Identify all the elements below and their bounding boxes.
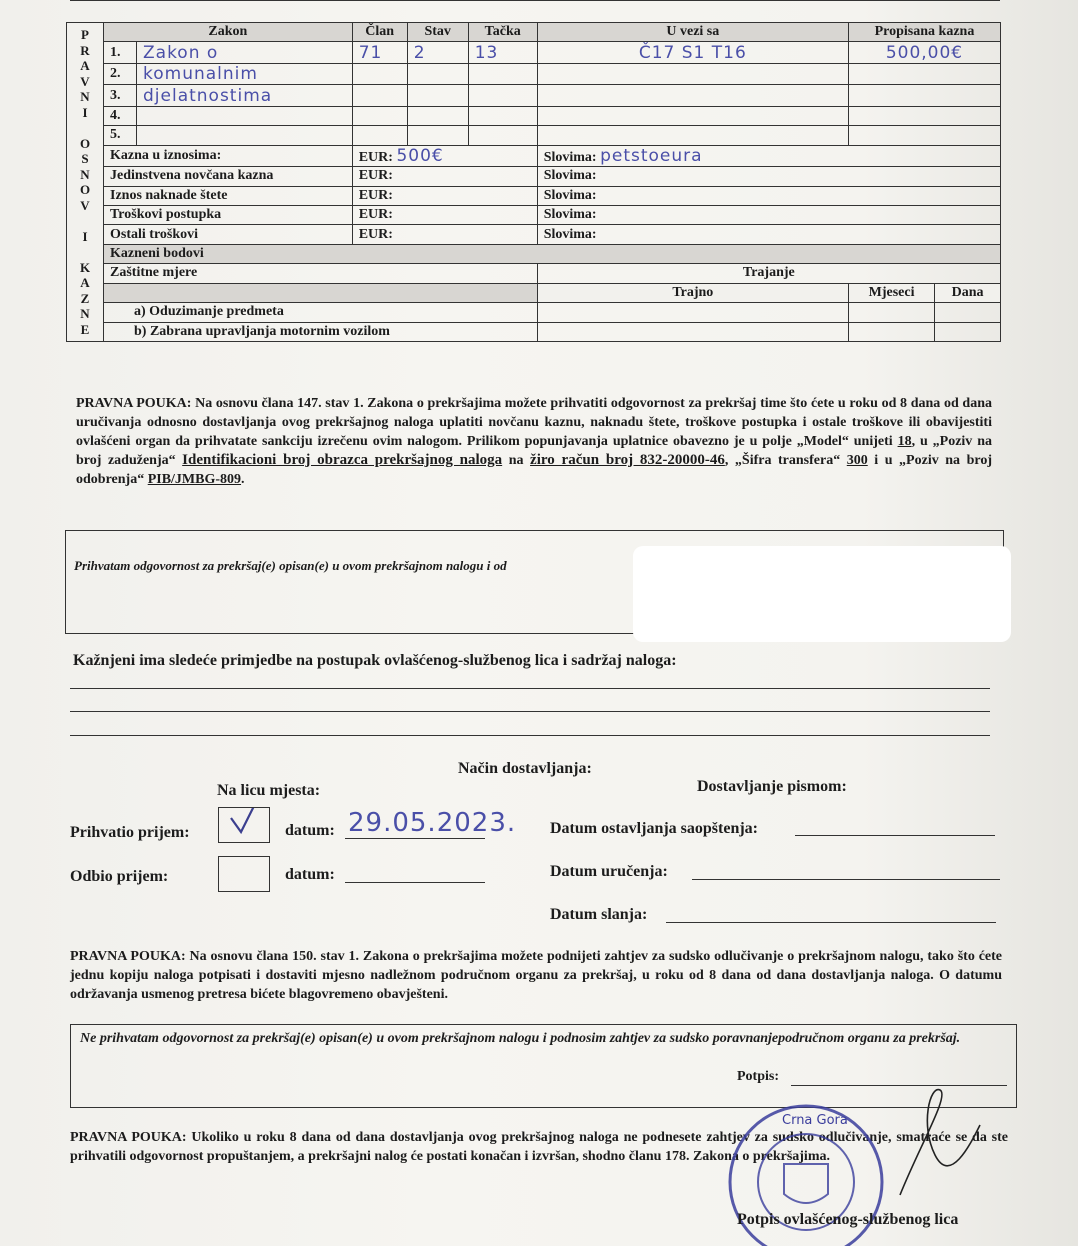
side-letter [67,213,103,229]
ne-prihvatam-box [70,1024,1017,1108]
header-kazna: Propisana kazna [848,23,1000,42]
header-tacka: Tačka [468,23,537,42]
signature-scribble [880,1085,990,1205]
side-letter: S [81,151,89,166]
trajno-label: Trajno [537,283,848,302]
datum-slanja-label: Datum slanja: [550,906,648,923]
zastitne-mjere-label: Zaštitne mjere [104,264,538,283]
side-letter: E [80,321,90,337]
datum-urucenja-line [692,879,1000,880]
primjedbe-label: Kažnjeni ima sledeće primjedbe na postupak ovlašćenog-službenog lica i sadržaj naloga: [73,652,677,669]
primjedbe-line-3 [70,735,990,736]
side-letter: V [80,197,90,213]
dana-label: Dana [935,283,1001,302]
nacin-dostavljanja: Način dostavljanja: [458,760,592,777]
amount-row: Kazna u iznosima: EUR: 500€ Slovima: petstoeura [67,145,1001,166]
amount-row: Ostali troškovi EUR: Slovima: [67,225,1001,244]
side-letter: O [79,135,91,151]
prihvatam-text: Prihvatam odgovornost za prekršaj(e) opisan(e) u ovom prekršajnom nalogu i od [74,558,507,573]
top-rule [70,0,1000,1]
law-row: 1. Zakon o 71 2 13 Č17 S1 T16 500,00€ [67,42,1001,63]
datum-line-2 [345,882,485,883]
fine-table [66,22,1001,342]
odbio-checkbox[interactable] [218,856,270,892]
datum-value: 29.05.2023. [348,808,517,838]
law-row: 5. [67,126,1001,145]
header-stav: Stav [407,23,468,42]
prihvatio-checkbox[interactable] [218,807,270,843]
datum-ostavljanja-line [795,835,995,836]
datum-urucenja-label: Datum uručenja: [550,863,668,880]
amount-row: Jedinstvena novčana kazna EUR: Slovima: [67,167,1001,186]
stamp-text: Crna Gora [782,1113,848,1128]
datum-slanja-line [666,922,996,923]
header-clan: Član [352,23,407,42]
potpis-lica-label: Potpis ovlašćenog-službenog lica [737,1211,959,1228]
pravna-pouka-2: PRAVNA POUKA: Na osnovu člana 150. stav 1. Zakona o prekršajima možete podnijeti zahtjev za sudsko odlučivanje o prekršajnom nalogu, tako što ćete jednu kopiju naloga potpisati i dostaviti mjesno nadležnom područnom organu za prekršaj, u roku od 8 dana od dana dostavljanja naloga. O datumu održavanja usmenog pretresa bićete blagovremeno obavješteni. [70,949,1002,1002]
pravna-pouka-3: PRAVNA POUKA: Ukoliko u roku 8 dana od dana dostavljanja ovog prekršajnog naloga ne podnesete zahtjev za sudsko odlučivanje, smatraće se da ste prihvatili odgovornost propuštanjem, a prekršajni nalog će postati konačan i izvršan, shodno članu 178. Zakona o prekršajima. [70,1130,1008,1164]
side-letter: N [80,306,90,321]
law-row: 3. djelatnostima [67,85,1001,106]
side-letter: A [80,275,90,290]
side-letter: R [80,42,90,58]
redaction-patch [633,546,1011,642]
kazneni-bodovi-label: Kazneni bodovi [104,244,1001,263]
checkmark-icon [219,808,269,842]
na-licu-mjesta: Na licu mjesta: [217,782,321,799]
header-u-vezi: U vezi sa [537,23,848,42]
datum-label: datum: [285,822,335,839]
prihvatio-prijem-label: Prihvatio prijem: [70,824,190,841]
datum-ostavljanja-label: Datum ostavljanja saopštenja: [550,820,758,837]
side-letter: Z [80,290,90,306]
amount-row: Troškovi postupka EUR: Slovima: [67,205,1001,224]
side-letter: N [80,89,90,104]
side-letter: I [82,104,88,120]
side-letter: P [81,27,89,42]
side-label [67,23,104,342]
ne-prihvatam-text: Ne prihvatam odgovornost za prekršaj(e) opisan(e) u ovom prekršajnom nalogu i podnosim zahtjev za sudsko poravnanjepodručnom organu za prekršaj. [80,1031,961,1046]
mjera-a: a) Oduzimanje predmeta [104,303,538,322]
amount-row: Iznos naknade štete EUR: Slovima: [67,186,1001,205]
law-row: 2. komunalnim [67,63,1001,84]
pravna-pouka-1: PRAVNA POUKA: Na osnovu člana 147. stav 1. Zakona o prekršajima možete prihvatiti odgovornost za prekršaj time što ćete u roku od 8 dana od dana uručivanja odnosno dostavljanja ovog prekršajnog naloga uplatiti novčanu kaznu, naknadu štete, troškove postupka i ostale troškove ili obavijestiti ovlašćeni organ da prihvatate sankciju izrečenu ovim nalogom. Prilikom popunjavanja uplatnice obavezno je u polje „Model“ unijeti 18, u „Poziv na broj zaduženja“ Identifikacioni broj obrazca prekršajnog naloga na žiro račun broj 832-20000-46, „Šifra transfera“ 300 i u „Poziv na broj odobrenja“ PIB/JMBG-809. [76,396,993,487]
side-letter [67,120,103,136]
side-letter: A [80,58,90,73]
dostavljanje-pismom: Dostavljanje pismom: [697,778,847,795]
potpis-label: Potpis: [737,1069,779,1084]
side-letter: I [82,228,88,244]
mjeseci-label: Mjeseci [848,283,934,302]
trajanje-label: Trajanje [537,264,1000,283]
odbio-prijem-label: Odbio prijem: [70,868,169,885]
datum-line [345,838,485,839]
side-letter: O [79,182,91,197]
datum-label-2: datum: [285,866,335,883]
side-letter [67,244,103,260]
side-letter: N [80,166,90,182]
header-zakon: Zakon [104,23,353,42]
side-letter: V [80,73,90,89]
side-letter: K [79,259,91,275]
primjedbe-line-1 [70,688,990,689]
law-row: 4. [67,106,1001,125]
primjedbe-line-2 [70,711,990,712]
mjera-b: b) Zabrana upravljanja motornim vozilom [104,322,538,341]
